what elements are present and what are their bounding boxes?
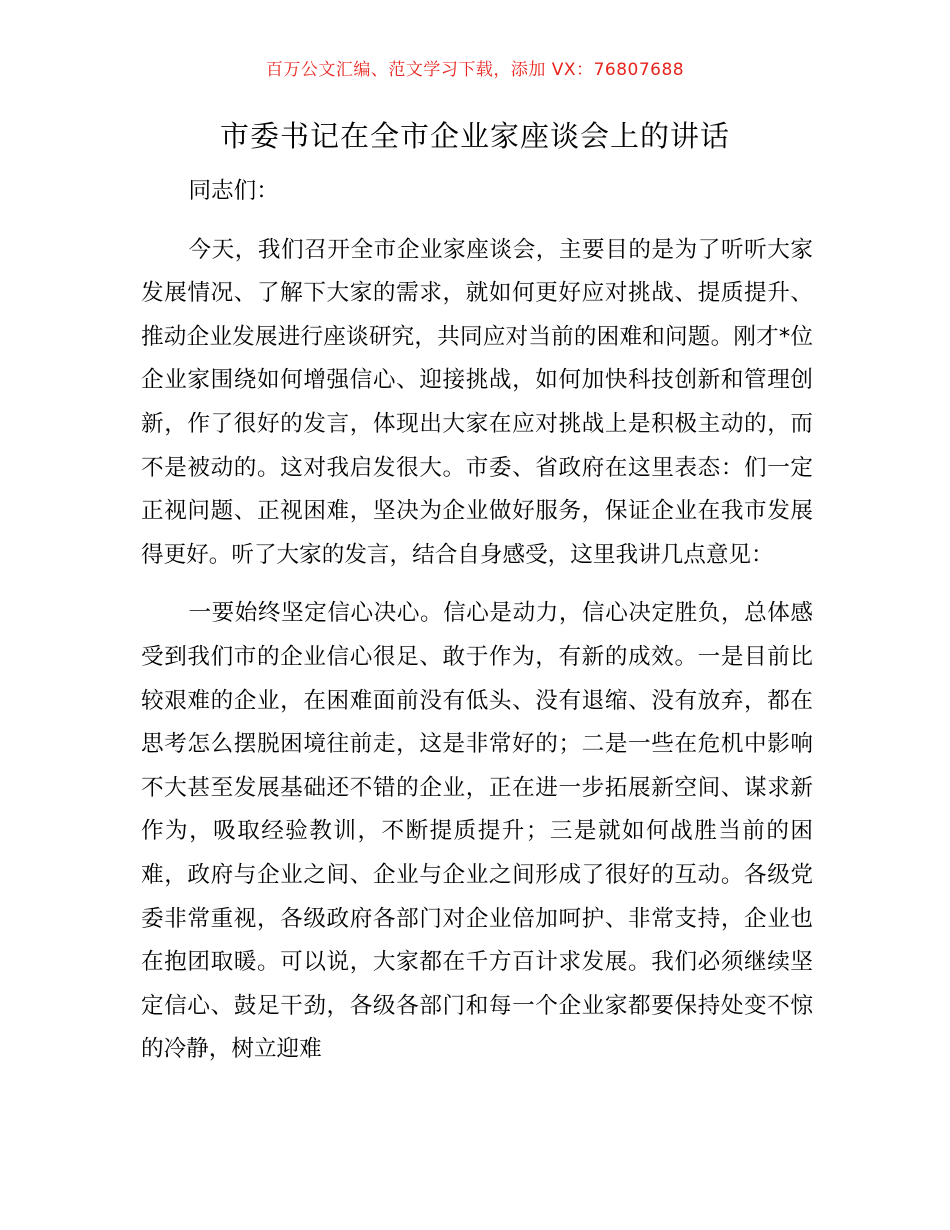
document-body [141,170,813,1072]
paragraph: 一要始终坚定信心决心。信心是动力，信心决定胜负，总体感受到我们市的企业信心很足、敢于作为，有新的成效。一是目前比较艰难的企业，在困难面前没有低头、没有退缩、没有放弃，都在思考怎么摆脱困境往前走，这是非常好的；二是一些在危机中影响不大甚至发展基础还不错的企业，正在进一步拓展新空间、谋求新作为，吸取经验教训，不断提质提升；三是就如何战胜当前的困难，政府与企业之间、企业与企业之间形成了很好的互动。各级党委非常重视，各级政府各部门对企业倍加呵护、非常支持，企业也在抱团取暖。可以说，大家都在千方百计求发展。我们必须继续坚定信心、鼓足干劲，各级各部门和每一个企业家都要保持处变不惊的冷静，树立迎难 [141,600,813,1063]
greeting: 同志们： [188,178,279,204]
watermark-header: 百万公文汇编、范文学习下载，添加 VX：76807688 [265,60,685,80]
document-title: 市委书记在全市企业家座谈会上的讲话 [219,119,730,153]
paragraph: 今天，我们召开全市企业家座谈会，主要目的是为了听听大家发展情况、了解下大家的需求，就如何更好应对挑战、提质提升、推动企业发展进行座谈研究，共同应对当前的困难和问题。刚才*位企业家围绕如何增强信心、迎接挑战，如何加快科技创新和管理创新，作了很好的发言，体现出大家在应对挑战上是积极主动的，而不是被动的。这对我启发很大。市委、省政府在这里表态：们一定正视问题、正视困难，坚决为企业做好服务，保证企业在我市发展得更好。听了大家的发言，结合自身感受，这里我讲几点意见： [141,236,813,568]
